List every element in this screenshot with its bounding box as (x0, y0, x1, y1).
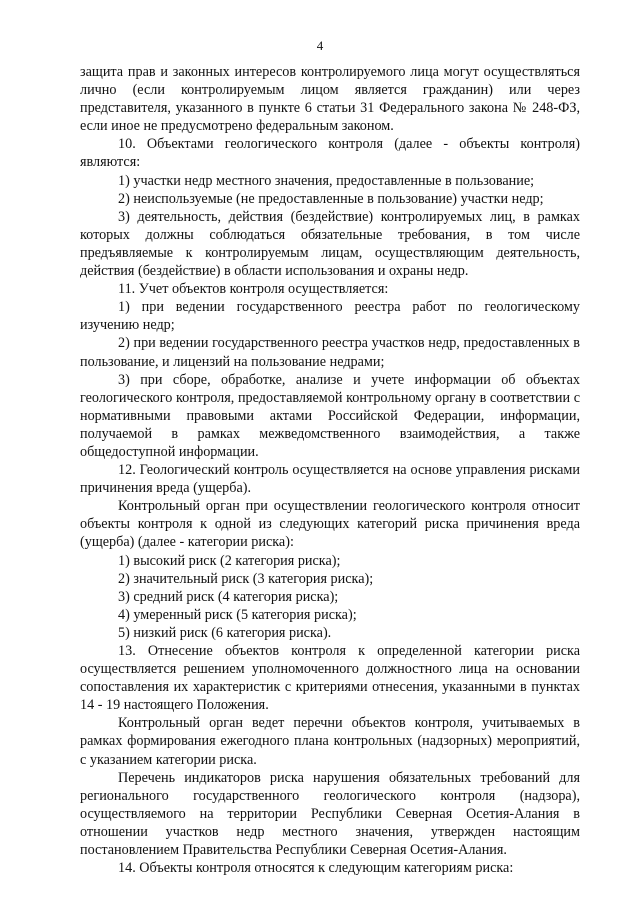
page-number: 4 (316, 38, 324, 53)
paragraph: 1) при ведении государственного реестра работ по геологическому изучению недр; (80, 299, 580, 334)
paragraph: 3) средний риск (4 категория риска); (118, 588, 339, 605)
document-body (80, 63, 580, 877)
paragraph: 4) умеренный риск (5 категория риска); (118, 606, 357, 623)
paragraph: Контрольный орган ведет перечни объектов контроля, учитываемых в рамках формирования ежегодного плана контрольных (надзорных) мероприятий, с указанием категории риска. (80, 715, 580, 768)
paragraph: 2) при ведении государственного реестра участков недр, предоставленных в пользование, и лицензий на пользование недрами; (80, 335, 580, 370)
paragraph: 10. Объектами геологического контроля (далее - объекты контроля) являются: (80, 136, 580, 171)
paragraph: 13. Отнесение объектов контроля к определенной категории риска осуществляется решением уполномоченного должностного лица на основании сопоставления их характеристик с критериями отнесения, указанными в пунктах 14 - 19 настоящего Положения. (80, 643, 580, 714)
paragraph: 12. Геологический контроль осуществляется на основе управления рисками причинения вреда (ущерба). (80, 462, 580, 497)
paragraph: 2) неиспользуемые (не предоставленные в пользование) участки недр; (118, 190, 544, 207)
paragraph: 14. Объекты контроля относятся к следующим категориям риска: (118, 860, 514, 877)
paragraph: 11. Учет объектов контроля осуществляется: (118, 281, 389, 298)
paragraph: Перечень индикаторов риска нарушения обязательных требований для регионального государственного геологического контроля (надзора), осуществляемого на территории Республики Северная Осетия-Алания в отношении участков недр местного значения, утвержден настоящим постановлением Правительства Республики Северная Осетия-Алания. (80, 769, 580, 859)
paragraph: 3) при сборе, обработке, анализе и учете информации об объектах геологического контроля, предоставляемой контрольному органу в соответствии с нормативными правовыми актами Российской Федерации, информации, получаемой в рамках межведомственного взаимодействия, а также общедоступной информации. (80, 371, 580, 460)
paragraph: 1) высокий риск (2 категория риска); (118, 552, 341, 569)
paragraph: 1) участки недр местного значения, предоставленные в пользование; (118, 172, 535, 189)
paragraph: 3) деятельность, действия (бездействие) контролируемых лиц, в рамках которых должны соблюдаться обязательные требования, в том числе предъявляемые к контролируемым лицам, осуществляющим деятельность, действия (бездействие) в области использования и охраны недр. (80, 208, 580, 280)
paragraph: защита прав и законных интересов контролируемого лица могут осуществляться лично (если контролируемым лицом является гражданин) или через представителя, указанного в пункте 6 статьи 31 Федерального закона № 248-ФЗ, если иное не предусмотрено федеральным законом. (80, 64, 580, 135)
paragraph: Контрольный орган при осуществлении геологического контроля относит объекты контроля к одной из следующих категорий риска причинения вреда (ущерба) (далее - категории риска): (80, 498, 580, 551)
paragraph: 2) значительный риск (3 категория риска); (118, 570, 374, 587)
paragraph: 5) низкий риск (6 категория риска). (118, 624, 332, 641)
